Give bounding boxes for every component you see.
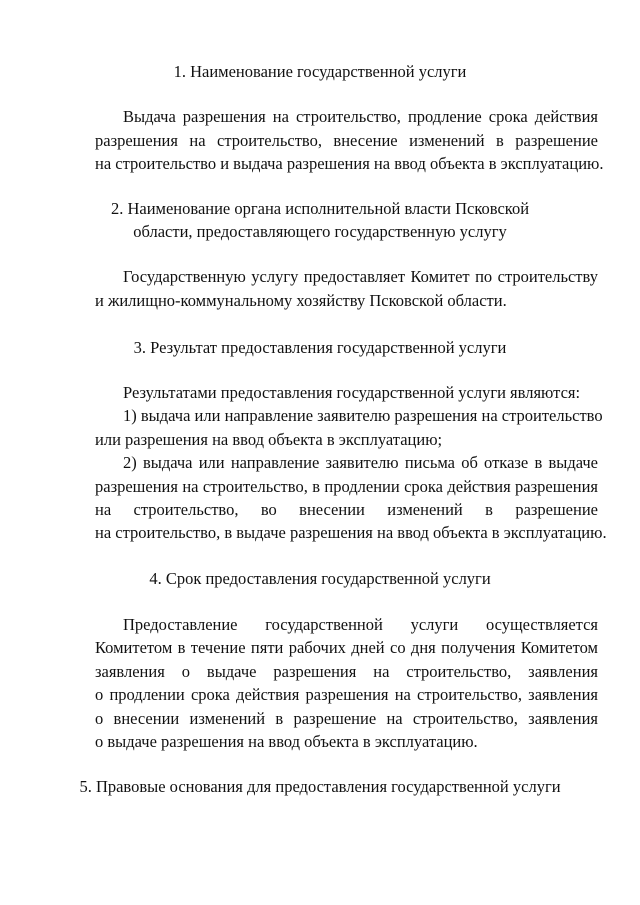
section-3-list-item-line: разрешения на строительство, в продлении срока действия разрешения bbox=[95, 477, 598, 496]
section-2-paragraph-line: Государственную услугу предоставляет Комитет по строительству bbox=[123, 267, 598, 286]
section-1-paragraph-line: разрешения на строительство, внесение изменений в разрешение bbox=[95, 131, 598, 150]
section-4-paragraph-line: Предоставление государственной услуги осуществляется bbox=[123, 615, 598, 634]
section-4-paragraph-line: о выдаче разрешения на ввод объекта в эксплуатацию. bbox=[95, 732, 478, 751]
section-5-heading: 5. Правовые основания для предоставления государственной услуги bbox=[79, 777, 561, 796]
section-3-list-item-line: на строительство, во внесении изменений в разрешение bbox=[95, 500, 598, 519]
section-1-heading: 1. Наименование государственной услуги bbox=[173, 62, 467, 81]
section-2-heading: области, предоставляющего государственную услугу bbox=[133, 222, 507, 241]
section-3-list-item-line: или разрешения на ввод объекта в эксплуатацию; bbox=[95, 430, 443, 449]
section-4-paragraph-line: о продлении срока действия разрешения на строительство, заявления bbox=[95, 685, 598, 704]
section-2-heading: 2. Наименование органа исполнительной власти Псковской bbox=[110, 199, 530, 218]
section-3-list-item-line: 1) выдача или направление заявителю разрешения на строительство bbox=[123, 406, 603, 425]
section-4-heading: 4. Срок предоставления государственной услуги bbox=[149, 569, 491, 588]
section-3-paragraph-line: Результатами предоставления государственной услуги являются: bbox=[123, 383, 581, 402]
section-3-list-item-line: на строительство, в выдаче разрешения на ввод объекта в эксплуатацию. bbox=[95, 523, 607, 542]
section-3-heading: 3. Результат предоставления государственной услуги bbox=[133, 338, 507, 357]
section-1-paragraph-line: Выдача разрешения на строительство, продление срока действия bbox=[123, 107, 598, 126]
section-4-paragraph-line: заявления о выдаче разрешения на строительство, заявления bbox=[95, 662, 598, 681]
section-4-paragraph-line: о внесении изменений в разрешение на строительство, заявления bbox=[95, 709, 598, 728]
section-4-paragraph-line: Комитетом в течение пяти рабочих дней со дня получения Комитетом bbox=[95, 638, 598, 657]
section-1-paragraph-line: на строительство и выдача разрешения на ввод объекта в эксплуатацию. bbox=[95, 154, 604, 173]
section-2-paragraph-line: и жилищно-коммунальному хозяйству Псковской области. bbox=[95, 291, 507, 310]
section-3-list-item-line: 2) выдача или направление заявителю письма об отказе в выдаче bbox=[123, 453, 598, 472]
